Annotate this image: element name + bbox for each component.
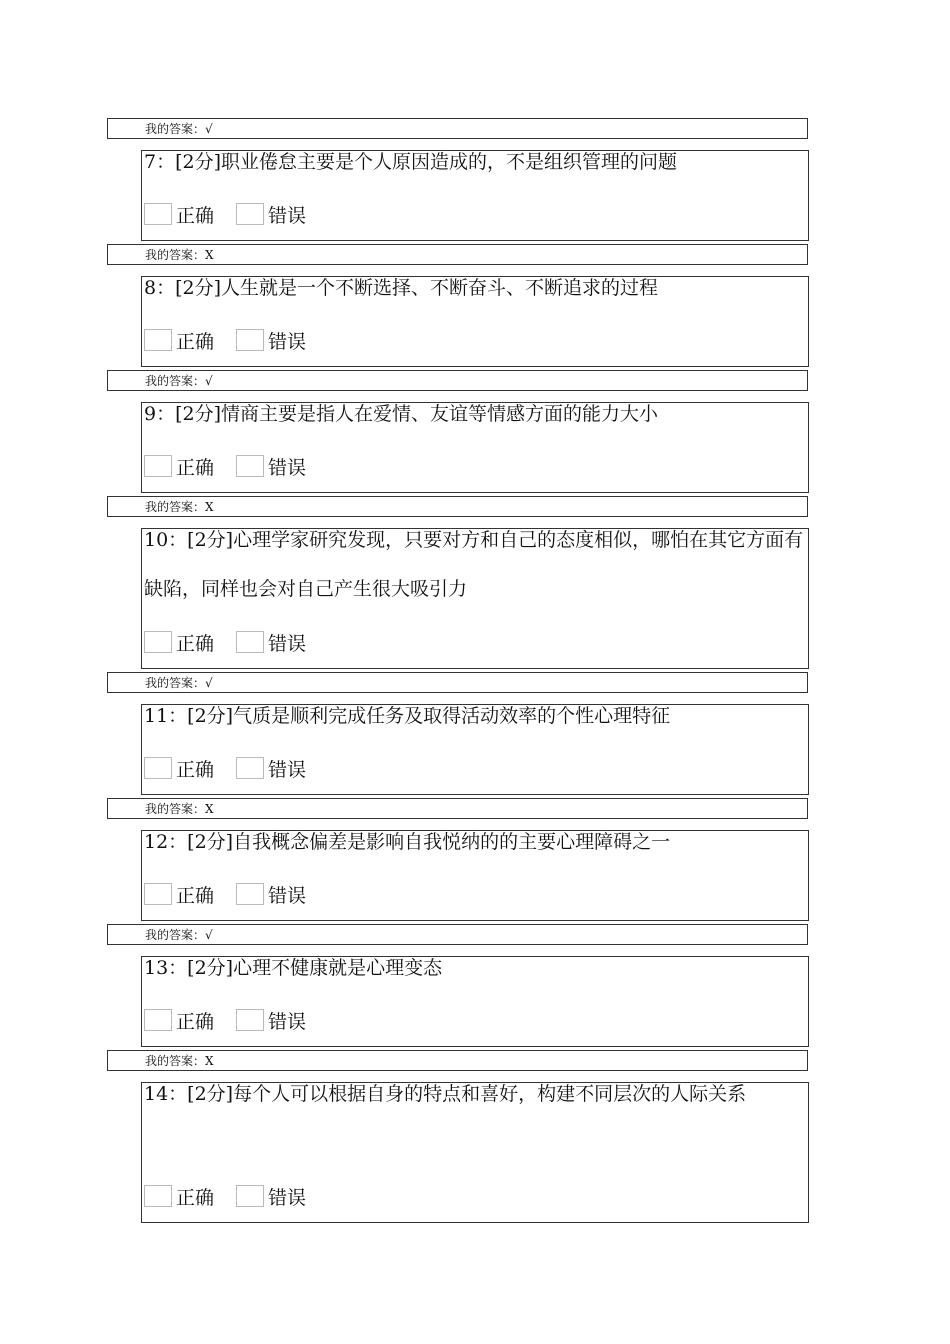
question-block xyxy=(141,402,809,493)
question-block xyxy=(141,150,809,241)
option-label: 错误 xyxy=(268,1010,307,1033)
checkbox[interactable] xyxy=(144,883,172,905)
answer-options xyxy=(144,1007,306,1033)
option-label: 正确 xyxy=(176,884,215,907)
question-text: 7：[2分]职业倦怠主要是个人原因造成的，不是组织管理的问题 xyxy=(144,151,678,173)
question-text: 8：[2分]人生就是一个不断选择、不断奋斗、不断追求的过程 xyxy=(144,277,659,299)
answer-options xyxy=(144,755,306,781)
option-label: 正确 xyxy=(176,456,215,479)
option-label: 正确 xyxy=(176,1010,215,1033)
question-text: 10：[2分]心理学家研究发现，只要对方和自己的态度相似，哪怕在其它方面有缺陷，同样也会对自己产生很大吸引力 xyxy=(144,529,804,600)
option-wrong[interactable] xyxy=(236,881,306,908)
answer-options xyxy=(144,327,306,353)
answer-options xyxy=(144,629,306,655)
checkbox[interactable] xyxy=(144,631,172,653)
my-answer-label: 我的答案：X xyxy=(145,1054,214,1068)
my-answer-row xyxy=(107,370,808,391)
checkbox[interactable] xyxy=(236,455,264,477)
my-answer-row xyxy=(107,496,808,517)
option-wrong[interactable] xyxy=(236,453,306,480)
option-label: 错误 xyxy=(268,204,307,227)
option-wrong[interactable] xyxy=(236,327,306,354)
option-correct[interactable] xyxy=(144,881,214,908)
checkbox[interactable] xyxy=(144,329,172,351)
checkbox[interactable] xyxy=(236,1009,264,1031)
option-label: 正确 xyxy=(176,1186,215,1209)
option-label: 错误 xyxy=(268,758,307,781)
my-answer-row xyxy=(107,798,808,819)
my-answer-label: 我的答案：X xyxy=(145,802,214,816)
option-label: 正确 xyxy=(176,632,215,655)
my-answer-label: 我的答案：√ xyxy=(145,122,213,136)
option-label: 错误 xyxy=(268,1186,307,1209)
answer-options xyxy=(144,453,306,479)
checkbox[interactable] xyxy=(236,883,264,905)
question-block xyxy=(141,1082,809,1223)
option-label: 错误 xyxy=(268,632,307,655)
my-answer-label: 我的答案：√ xyxy=(145,374,213,388)
question-block xyxy=(141,528,809,669)
option-wrong[interactable] xyxy=(236,1183,306,1210)
option-correct[interactable] xyxy=(144,453,214,480)
checkbox[interactable] xyxy=(144,1185,172,1207)
checkbox[interactable] xyxy=(144,455,172,477)
my-answer-label: 我的答案：X xyxy=(145,248,214,262)
option-label: 错误 xyxy=(268,330,307,353)
my-answer-row xyxy=(107,118,808,139)
option-label: 错误 xyxy=(268,884,307,907)
question-block xyxy=(141,704,809,795)
checkbox[interactable] xyxy=(236,1185,264,1207)
my-answer-row xyxy=(107,672,808,693)
answer-options xyxy=(144,201,306,227)
option-wrong[interactable] xyxy=(236,629,306,656)
my-answer-label: 我的答案：√ xyxy=(145,928,213,942)
checkbox[interactable] xyxy=(236,757,264,779)
checkbox[interactable] xyxy=(236,631,264,653)
option-label: 正确 xyxy=(176,204,215,227)
option-correct[interactable] xyxy=(144,201,214,228)
question-text: 9：[2分]情商主要是指人在爱情、友谊等情感方面的能力大小 xyxy=(144,403,659,425)
my-answer-label: 我的答案：X xyxy=(145,500,214,514)
question-text: 14：[2分]每个人可以根据自身的特点和喜好，构建不同层次的人际关系 xyxy=(144,1083,747,1105)
option-correct[interactable] xyxy=(144,1007,214,1034)
option-correct[interactable] xyxy=(144,327,214,354)
my-answer-row xyxy=(107,1050,808,1071)
answer-options xyxy=(144,881,306,907)
option-wrong[interactable] xyxy=(236,755,306,782)
option-wrong[interactable] xyxy=(236,201,306,228)
question-text: 12：[2分]自我概念偏差是影响自我悦纳的的主要心理障碍之一 xyxy=(144,831,671,853)
checkbox[interactable] xyxy=(236,203,264,225)
my-answer-label: 我的答案：√ xyxy=(145,676,213,690)
option-correct[interactable] xyxy=(144,1183,214,1210)
question-block xyxy=(141,830,809,921)
option-label: 正确 xyxy=(176,758,215,781)
my-answer-row xyxy=(107,924,808,945)
checkbox[interactable] xyxy=(144,757,172,779)
my-answer-row xyxy=(107,244,808,265)
checkbox[interactable] xyxy=(144,1009,172,1031)
checkbox[interactable] xyxy=(236,329,264,351)
option-wrong[interactable] xyxy=(236,1007,306,1034)
question-text: 13：[2分]心理不健康就是心理变态 xyxy=(144,957,443,979)
option-label: 正确 xyxy=(176,330,215,353)
checkbox[interactable] xyxy=(144,203,172,225)
answer-options xyxy=(144,1183,306,1209)
question-block xyxy=(141,276,809,367)
option-label: 错误 xyxy=(268,456,307,479)
option-correct[interactable] xyxy=(144,629,214,656)
question-text: 11：[2分]气质是顺利完成任务及取得活动效率的个性心理特征 xyxy=(144,705,671,727)
option-correct[interactable] xyxy=(144,755,214,782)
question-block xyxy=(141,956,809,1047)
